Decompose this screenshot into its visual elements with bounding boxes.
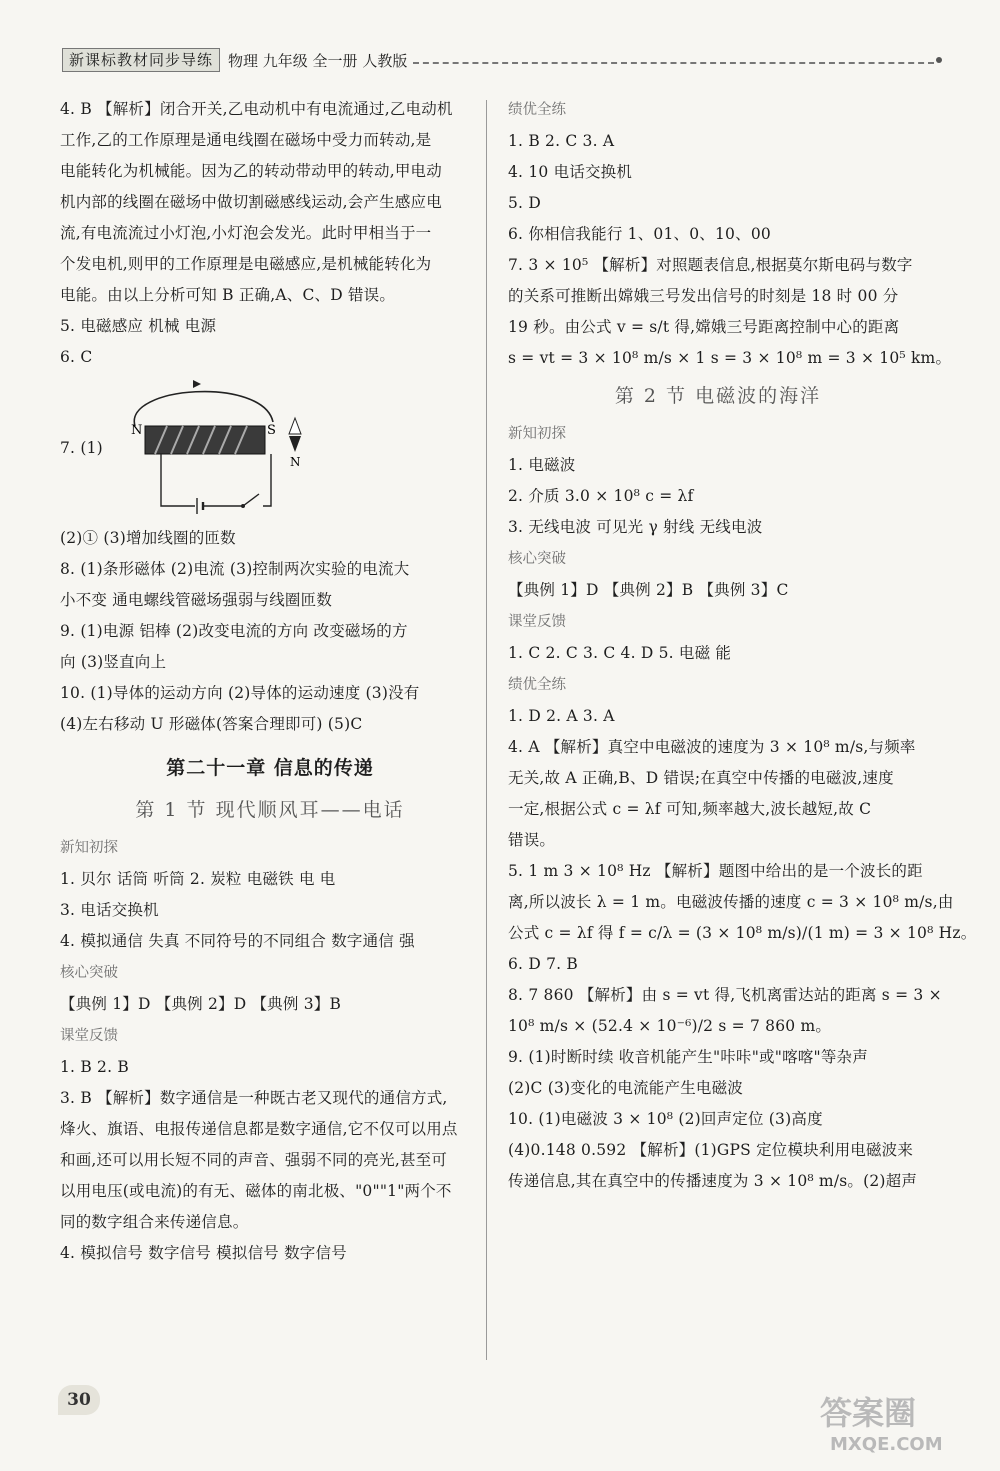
text-line: 10⁸ m/s × (52.4 × 10⁻⁶)/2 s = 7 860 m。 [508,1017,832,1035]
text-line: 以用电压(或电流)的有无、磁体的南北极、"0""1"两个不 [60,1182,452,1200]
section-heading: 课堂反馈 [508,614,566,630]
text-line: (4)0.148 0.592 【解析】(1)GPS 定位模块利用电磁波来 [508,1141,914,1159]
text-line: (2)① (3)增加线圈的匝数 [60,529,236,547]
text-line: (2)C (3)变化的电流能产生电磁波 [508,1079,743,1097]
compass-north-label: N [289,455,301,469]
text-line: 和画,还可以用长短不同的声音、强弱不同的亮光,甚至可 [60,1151,448,1169]
text-line: 1. 电磁波 [508,456,576,474]
page-header [62,48,942,72]
text-line: 烽火、旗语、电报传递信息都是数字通信,它不仅可以用点 [60,1120,458,1138]
header-subtitle: 物理 九年级 全一册 人教版 [228,51,408,70]
text-line: 3. B 【解析】数字通信是一种既古老又现代的通信方式, [60,1089,448,1107]
section-heading: 核心突破 [508,551,566,567]
right-column [508,94,977,1197]
switch-icon [243,494,259,506]
text-line: 9. (1)时断时续 收音机能产生"咔咔"或"喀喀"等杂声 [508,1048,868,1066]
text-line: 【典例 1】D 【典例 2】D 【典例 3】B [60,995,342,1013]
text-line: 传递信息,其在真空中的传播速度为 3 × 10⁸ m/s。(2)超声 [508,1172,918,1190]
solenoid-figure [60,373,480,523]
text-line: 1. 贝尔 话筒 听筒 2. 炭粒 电磁铁 电 电 [60,870,336,888]
text-line: 6. C [60,348,93,366]
text-line: 小不变 通电螺线管磁场强弱与线圈匝数 [60,591,333,609]
text-line: 1. C 2. C 3. C 4. D 5. 电磁 能 [508,644,732,662]
text-line: 19 秒。由公式 v = s/t 得,嫦娥三号距离控制中心的距离 [508,318,900,336]
text-line: 机内部的线圈在磁场中做切割磁感线运动,会产生感应电 [60,193,442,211]
section-title: 第 2 节 电磁波的海洋 [614,385,822,407]
text-line: 4. B 【解析】闭合开关,乙电动机中有电流通过,乙电动机 [60,100,453,118]
section-heading: 新知初探 [60,840,118,856]
compass-needle-icon [289,418,301,452]
magnetic-field-line [134,392,273,426]
text-line: 7. 3 × 10⁵ 【解析】对照题表信息,根据莫尔斯电码与数字 [508,256,913,274]
header-title: 新课标教材同步导练 [62,48,220,72]
text-line: 3. 电话交换机 [60,901,159,919]
text-line: 6. 你相信我能行 1、01、0、10、00 [508,225,771,243]
text-line: 无关,故 A 正确,B、D 错误;在真空中传播的电磁波,速度 [508,769,894,787]
text-line: 流,有电流流过小灯泡,小灯泡会发光。此时甲相当于一 [60,224,432,242]
text-line: 错误。 [508,831,556,849]
text-line: 6. D 7. B [508,955,578,973]
text-line: 3. 无线电波 可见光 γ 射线 无线电波 [508,518,763,536]
text-line: 1. D 2. A 3. A [508,707,615,725]
page-number: 30 [58,1385,100,1415]
text-line: 【典例 1】D 【典例 2】B 【典例 3】C [508,581,789,599]
text-line: 5. 电磁感应 机械 电源 [60,317,217,335]
text-line: 4. A 【解析】真空中电磁波的速度为 3 × 10⁸ m/s,与频率 [508,738,916,756]
text-line: (4)左右移动 U 形磁体(答案合理即可) (5)C [60,715,363,733]
left-column [60,94,480,1269]
section-heading: 核心突破 [60,965,118,981]
text-line: 工作,乙的工作原理是通电线圈在磁场中受力而转动,是 [60,131,432,149]
wire-right [263,454,271,506]
text-line: 5. 1 m 3 × 10⁸ Hz 【解析】题图中给出的是一个波长的距 [508,862,923,880]
text-line: 4. 模拟信号 数字信号 模拟信号 数字信号 [60,1244,347,1262]
text-line: 的关系可推断出嫦娥三号发出信号的时刻是 18 时 00 分 [508,287,899,305]
section-title: 第 1 节 现代顺风耳——电话 [135,799,405,821]
text-line: 8. 7 860 【解析】由 s = vt 得,飞机离雷达站的距离 s = 3 × [508,986,942,1004]
solenoid-diagram [103,378,343,518]
watermark-url: MXQE.COM [830,1434,943,1455]
chapter-title: 第二十一章 信息的传递 [166,757,374,779]
text-line: 一定,根据公式 c = λf 可知,频率越大,波长越短,故 C [508,800,872,818]
text-line: 1. B 2. C 3. A [508,132,615,150]
watermark-logo: 答案圈 [820,1394,917,1432]
header-dot [936,57,942,63]
text-line: 4. 模拟通信 失真 不同符号的不同组合 数字通信 强 [60,932,415,950]
text-line: 9. (1)电源 铝棒 (2)改变电流的方向 改变磁场的方 [60,622,408,640]
section-heading: 绩优全练 [508,102,566,118]
text-line: 公式 c = λf 得 f = c/λ = (3 × 10⁸ m/s)/(1 m) = 3 × 10⁸ Hz。 [508,924,977,942]
text-line: 5. D [508,194,541,212]
text-line: 电能。由以上分析可知 B 正确,A、C、D 错误。 [60,286,396,304]
north-pole-label: N [130,423,143,438]
text-line: 个发电机,则甲的工作原理是电磁感应,是机械能转化为 [60,255,432,273]
header-dashed-line [413,62,934,64]
text-line: 同的数字组合来传递信息。 [60,1213,249,1231]
section-heading: 课堂反馈 [60,1028,118,1044]
text-line: 10. (1)导体的运动方向 (2)导体的运动速度 (3)没有 [60,684,420,702]
text-line: 4. 10 电话交换机 [508,163,633,181]
text-line: s = vt = 3 × 10⁸ m/s × 1 s = 3 × 10⁸ m = 3 × 10⁵ km。 [508,349,952,367]
switch-pivot [241,504,245,508]
text-line: 向 (3)竖直向上 [60,653,167,671]
text-line: 离,所以波长 λ = 1 m。电磁波传播的速度 c = 3 × 10⁸ m/s,由 [508,893,954,911]
section-heading: 新知初探 [508,426,566,442]
text-line: 2. 介质 3.0 × 10⁸ c = λf [508,487,694,505]
text-line: 8. (1)条形磁体 (2)电流 (3)控制两次实验的电流大 [60,560,410,578]
south-pole-label: S [266,423,276,438]
section-heading: 绩优全练 [508,677,566,693]
column-divider [486,100,487,1360]
field-arrow [193,380,201,388]
figure-label: 7. (1) [60,438,103,457]
wire-left [161,454,195,506]
text-line: 电能转化为机械能。因为乙的转动带动甲的转动,甲电动 [60,162,442,180]
text-line: 10. (1)电磁波 3 × 10⁸ (2)回声定位 (3)高度 [508,1110,823,1128]
text-line: 1. B 2. B [60,1058,129,1076]
